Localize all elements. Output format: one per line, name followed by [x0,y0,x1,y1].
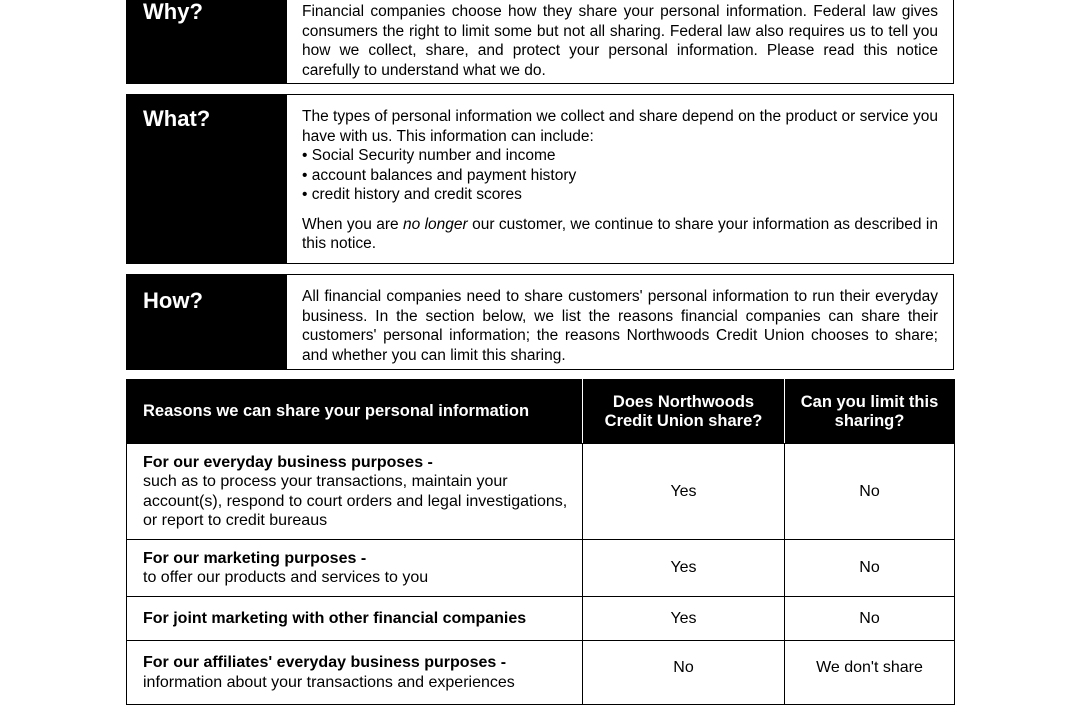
why-label: Why? [127,0,287,83]
what-para2-after: our customer, we continue to share your information as described in this notice. [302,215,938,252]
header-share: Does Northwoods Credit Union share? [583,380,785,444]
why-content [287,0,953,83]
reason-desc: to offer our products and services to you [143,569,429,586]
why-text: Financial companies choose how they share your personal information. Federal law gives consumers the right to limit some but not all sharing. Federal law also requires us to tell you how we collect, share, and protect your personal information. Please read this notice carefully to understand what we do. [302,3,938,79]
share-value: Yes [583,444,785,540]
how-text: All financial companies need to share customers' personal information to run their everyday business. In the section below, we list the reasons financial companies can share their customers' personal information; the reasons Northwoods Credit Union chooses to share; and whether you can limit this sharing. [302,288,938,364]
reason-title: For our marketing purposes - [143,549,367,567]
reason-cell [127,540,583,597]
share-value: Yes [583,597,785,641]
what-para2-before: When you are [302,215,403,233]
table-row [127,641,955,705]
table-row [127,444,955,540]
reason-title: For our everyday business purposes - [143,453,433,471]
what-para2 [302,215,938,254]
limit-value: No [785,540,955,597]
how-section [126,274,954,370]
what-content [287,95,953,263]
what-para2-em: no longer [403,215,468,233]
share-value: No [583,641,785,705]
reason-desc: information about your transactions and experiences [143,673,515,691]
reason-title: For our affiliates' everyday business purposes - [143,654,507,671]
how-label: How? [127,275,287,369]
header-reasons: Reasons we can share your personal information [127,380,583,444]
list-item: • Social Security number and income [302,146,938,166]
share-value: Yes [583,540,785,597]
reason-cell [127,444,583,540]
header-limit: Can you limit this sharing? [785,380,955,444]
limit-value: No [785,444,955,540]
what-section [126,94,954,264]
what-list [302,146,938,205]
table-row [127,597,955,641]
what-intro: The types of personal information we collect and share depend on the product or service you have with us. This information can include: [302,108,938,145]
reason-desc: such as to process your transactions, maintain your account(s), respond to court orders and legal investigations, or report to credit bureaus [143,473,568,529]
sharing-reasons-table [126,379,955,705]
what-label: What? [127,95,287,263]
how-content [287,275,953,369]
list-item: • account balances and payment history [302,166,938,186]
reason-title: For joint marketing with other financial companies [143,609,527,627]
why-section [126,0,954,84]
list-item: • credit history and credit scores [302,185,938,205]
reason-cell [127,597,583,641]
reason-cell [127,641,583,705]
limit-value: We don't share [785,641,955,705]
table-header-row [127,380,955,444]
limit-value: No [785,597,955,641]
table-row [127,540,955,597]
